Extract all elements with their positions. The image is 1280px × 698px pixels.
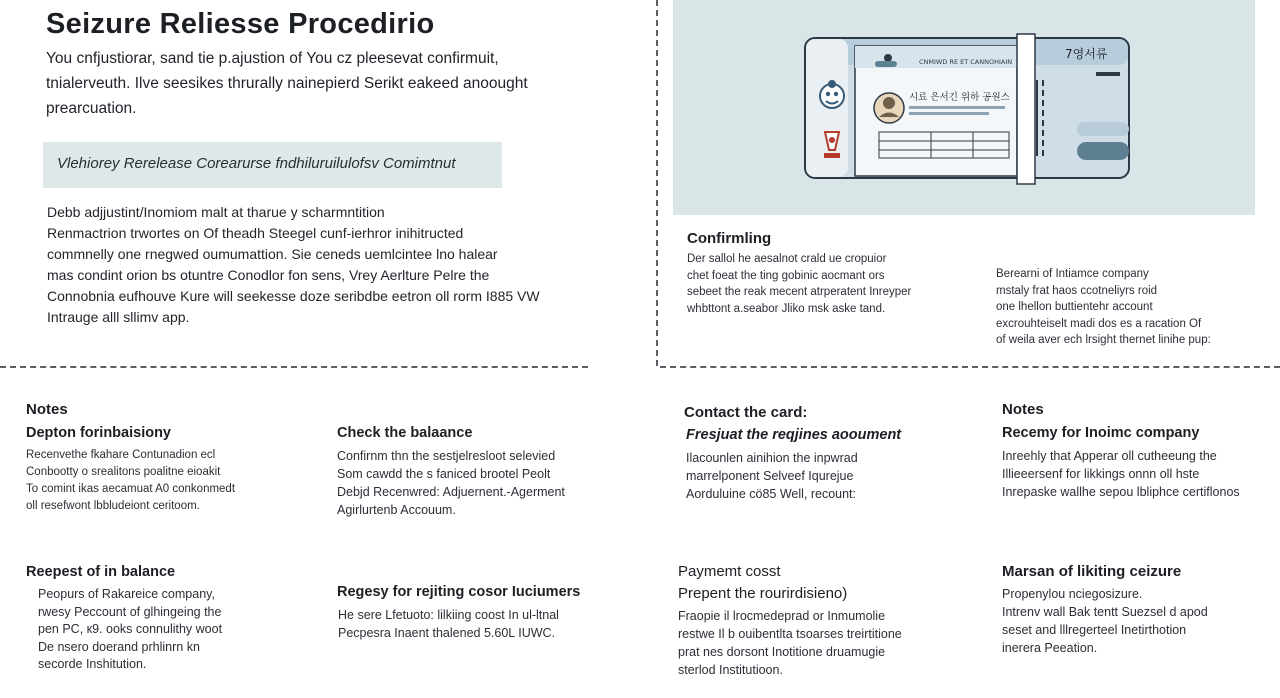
section-line: Ilacounlen ainihion the inpwrad	[686, 451, 858, 465]
section-label: Notes	[1002, 401, 1044, 418]
confirming-line: Der sallol he aesalnot crald ue cropuior	[687, 253, 887, 265]
intro-line: You cnfjustiorar, sand tie p.ajustion of You cz pleesevat confirmuit,	[46, 50, 499, 67]
section-line: Confirnm thn the sestjelresloot selevied	[337, 449, 556, 463]
section-label: Notes	[26, 401, 68, 418]
section-body	[38, 586, 222, 674]
section-line: Intrenv wall Bak tentt Suezsel d apod	[1002, 605, 1208, 619]
highlight-callout: Vlehiorey Rerelease Corearurse fndhiluruilulofsv Comimtnut	[43, 142, 502, 188]
note-line: mstaly frat haos ccotneliyrs roid	[996, 284, 1158, 297]
card-name-line: 시료 은서긴 위하 공원스	[909, 92, 1010, 103]
intro-line: tnialerveuth. Ilve seesikes thrurally nainepierd Serikt eakeed anoought	[46, 75, 528, 92]
paragraph-line: mas condint orion bs otuntre Conodlor fon sens, Vrey Aerlture Pelre the	[47, 267, 490, 283]
section-title: Prepent the rourirdisieno)	[678, 585, 848, 602]
section-line: restwe Il b ouibentlta tsoarses treirtitione	[678, 627, 902, 641]
section-line: Aorduluine cö85 Well, recount:	[686, 487, 857, 501]
section-title: Marsan of likiting ceizure	[1002, 563, 1182, 580]
section-body	[26, 447, 235, 515]
page-title: Seizure Reliesse Procedirio	[46, 8, 435, 40]
section-line: Conbootty o srealitons poalitne eioakit	[26, 466, 221, 478]
note-line: one lhellon buttientehr account	[996, 301, 1153, 313]
section-line: Recenvethe fkahare Contunadion ecl	[26, 449, 216, 461]
section-line: Pecpesra Inaent thalened 5.60L IUWC.	[338, 626, 556, 640]
card-small-header: CNMIWD RE ET CANNOHIAIN	[919, 58, 1013, 66]
confirming-text	[687, 251, 911, 317]
section-line: pen PC, к9. ooks connulithy woot	[38, 622, 223, 636]
note-line: excrouhteiselt madi dos es a racation Of	[996, 317, 1202, 330]
section-line: prat nes dorsont Inotitione druamugie	[678, 645, 886, 659]
section-line: rwesy Peccount of glhingeing the	[38, 604, 222, 619]
confirming-line: whbttont a.seabor Jliko msk aske tand.	[687, 302, 886, 315]
section-body	[686, 449, 858, 503]
confirming-title: Confirmling	[687, 230, 772, 247]
section-line: Peopurs of Rakareice company,	[38, 587, 215, 601]
paragraph-line: Intrauge alll sllimv app.	[47, 309, 190, 325]
section-line: secorde Inshitution.	[38, 657, 147, 671]
section-title: Reepest of in balance	[26, 564, 176, 580]
section-title: Regesy for rejiting cosor Iuciumers	[337, 584, 581, 600]
section-body	[1002, 585, 1208, 657]
note-line: of weila aver ech lrsight thernet linihe pup:	[996, 334, 1211, 346]
section-line: Inreehly that Apperar oll cutheeung the	[1002, 449, 1217, 463]
section-body	[678, 607, 902, 679]
section-body	[337, 447, 565, 519]
section-title: Fresjuat the reqjines aooument	[686, 427, 902, 443]
section-line: Som cawdd the s faniced brootel Peolt	[337, 467, 551, 481]
section-line: Debjd Recenwred: Adjuernent.-Agerment	[337, 485, 565, 499]
intro-text	[46, 46, 586, 121]
card-header-text: 7영서류	[1065, 47, 1108, 61]
section-label: Contact the card:	[684, 404, 808, 421]
section-title: Depton forinbaisiony	[26, 425, 171, 441]
body-paragraph	[47, 202, 567, 328]
section-line: To comint ikas aecamuat A0 conkonmedt	[26, 483, 236, 495]
section-title: Check the balaance	[337, 425, 473, 441]
paragraph-line: Renmactrion trwortes on Of theadh Steegel cunf-ierhror inihitructed	[47, 225, 464, 241]
section-line: sterlod Institutioon.	[678, 663, 783, 677]
confirming-line: sebeet the reak mecent atrperatent Inreyper	[687, 286, 912, 298]
section-line: seset and lllregerteel Inetirthotion	[1002, 623, 1187, 637]
paragraph-line: Connobnia eufhouve Kure will seekesse doze seribdbe eetron oll rorm I885 VW	[47, 288, 540, 304]
section-line: Fraopie il lrocmedeprad or Inmumolie	[678, 609, 886, 623]
id-card-illustration	[673, 0, 1255, 215]
section-line: He sere Lfetuoto: lilkiing coost In ul-ltnal	[338, 608, 559, 622]
section-line: marrelponent Selveef Iqurejue	[686, 469, 854, 483]
section-line: Agirlurtenb Accouum.	[337, 503, 456, 517]
section-body	[1002, 447, 1240, 501]
horizontal-divider-right	[660, 366, 1280, 368]
note-line: Berearni of Intiamce company	[996, 268, 1149, 280]
section-line: Inrepaske wallhe sepou lbliphce certiflonos	[1002, 485, 1240, 499]
horizontal-divider-left	[0, 366, 588, 368]
intro-line: prearcuation.	[46, 100, 137, 117]
section-body	[338, 606, 559, 642]
section-title: Recemy for Inoimc company	[1002, 425, 1200, 441]
section-line: De nsero doerand prhlinrn kn	[38, 639, 200, 654]
paragraph-line: Debb adjjustint/Inomiom malt at tharue y scharmntition	[47, 204, 385, 220]
right-note-text	[996, 266, 1211, 349]
section-label: Paymemt cosst	[678, 563, 781, 580]
section-line: oll resefwont lbbludeiont ceritoom.	[26, 500, 200, 512]
section-line: Propenylou nciegosizure.	[1002, 587, 1143, 601]
section-line: Illieeersenf for likkings onnn oll hste	[1002, 467, 1200, 481]
card-illustration-panel	[673, 0, 1255, 215]
section-line: inerera Peeation.	[1002, 641, 1098, 655]
vertical-divider	[656, 0, 658, 366]
paragraph-line: commnelly one rnegwed oumumattion. Sie ceneds uemlcintee lno halear	[47, 246, 498, 262]
confirming-line: chet foeat the ting gobinic aocmant ors	[687, 269, 885, 282]
